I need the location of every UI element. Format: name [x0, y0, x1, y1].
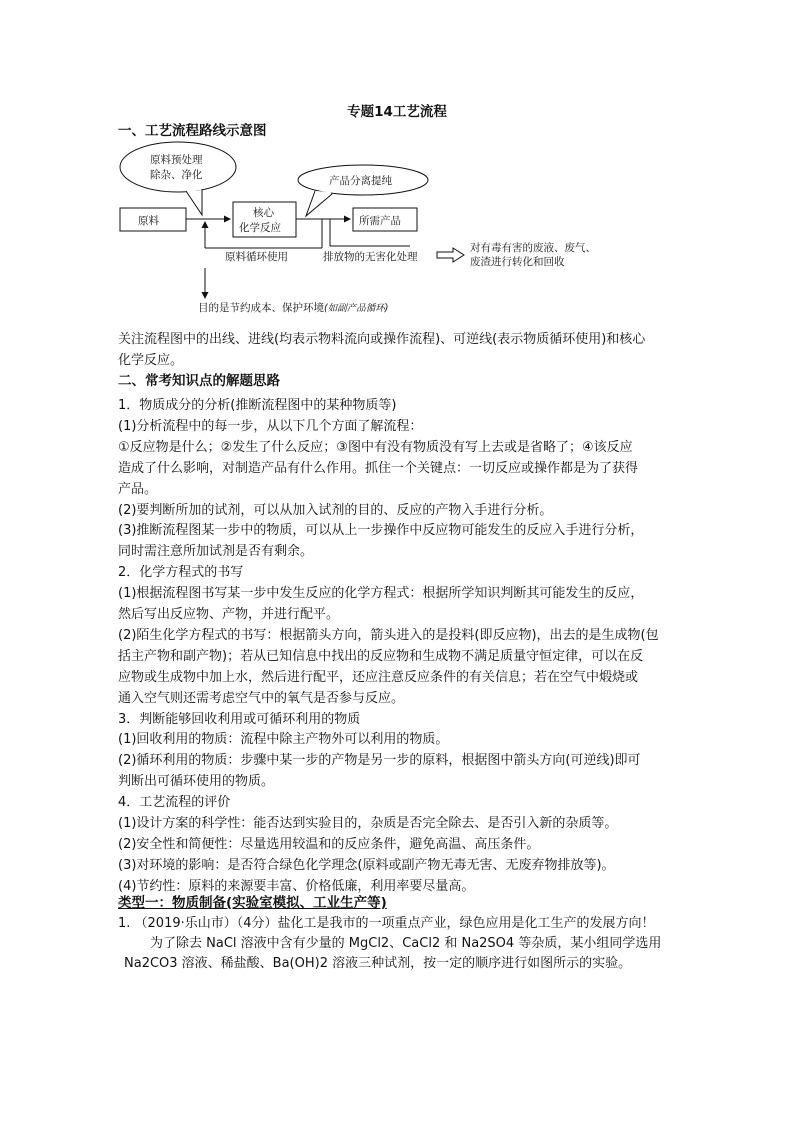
section1-heading: 一、工艺流程路线示意图 [118, 123, 267, 139]
body-line: ①反应物是什么；②发生了什么反应；③图中有没有物质没有写上去或是省略了；④该反应 [118, 439, 633, 455]
type1-heading [118, 891, 387, 911]
body-line: 判断出可循环使用的物质。 [118, 774, 275, 790]
note-line-2: 化学反应。 [118, 353, 184, 368]
body-line: 3．判断能够回收利用或可循环利用的物质 [118, 711, 361, 727]
body-line: (1)分析流程中的每一步，从以下几个方面了解流程： [118, 418, 423, 434]
body-line: (1)设计方案的科学性：能否达到实验目的，杂质是否完全除去、是否引入新的杂质等。 [118, 816, 618, 831]
body-line: (2)安全性和简便性：尽量选用较温和的反应条件，避免高温、高压条件。 [118, 836, 540, 852]
treatment-line1: 对有毒有害的废液、废气、 [470, 242, 596, 254]
core-reaction-line2: 化学反应 [239, 222, 281, 234]
body-line: 1．物质成分的分析(推断流程图中的某种物质等) [118, 398, 397, 413]
purpose-text [198, 301, 388, 314]
process-flow-diagram [110, 138, 630, 320]
cloud2-text: 产品分离提纯 [329, 175, 392, 187]
body-line: 括主产物和副产物)；若从已知信息中找出的反应物和生成物不满足质量守恒定律，可以在反 [118, 648, 644, 664]
body-line: (2)要判断所加的试剂，可以从加入试剂的目的、反应的产物入手进行分析。 [118, 502, 553, 518]
body-line: (4)节约性：原料的来源要丰富、价格低廉，利用率要尽量高。 [118, 878, 475, 894]
cloud1-line1: 原料预处理 [150, 154, 203, 166]
body-line: 2．化学方程式的书写 [118, 565, 244, 581]
body-line: 然后写出反应物、产物，并进行配平。 [118, 607, 340, 622]
recycle-label: 原料循环使用 [225, 251, 288, 263]
body-line: 应物或生成物中加上水，然后进行配平，还应注意反应条件的有关信息；若在空气中煅烧或 [118, 669, 639, 685]
body-line: (3)对环境的影响：是否符合绿色化学理念(原料或副产物无毒无害、无废弃物排放等)。 [118, 857, 615, 873]
page-title: 专题14工艺流程 [347, 104, 447, 120]
core-reaction-line1: 核心 [253, 207, 274, 219]
body-line: (2)循环利用的物质：步骤中某一步的产物是另一步的原料，根据图中箭头方向(可逆线)即可 [118, 753, 641, 769]
purpose-main: 目的是节约成本、保护环境 [198, 302, 324, 314]
treatment-line2: 废渣进行转化和回收 [470, 256, 565, 268]
body-line: 通入空气则还需考虑空气中的氧气是否参与反应。 [118, 690, 405, 706]
section2-heading: 二、常考知识点的解题思路 [118, 373, 280, 389]
body-line: (2)陌生化学方程式的书写：根据箭头方向，箭头进入的是投料(即反应物)，出去的是生成物(包 [118, 627, 659, 643]
body-line: (1)回收利用的物质：流程中除主产物外可以利用的物质。 [118, 732, 449, 748]
question1-line1: 1. （2019·乐山市）（4分）盐化工是我市的一项重点产业，绿色应用是化工生产的发展方向！ [118, 916, 655, 931]
pretreatment-cloud [120, 142, 236, 192]
body-line: 4．工艺流程的评价 [118, 795, 231, 811]
raw-material-label: 原料 [138, 215, 159, 227]
body-line: (3)推断流程图某一步中的物质，可以从上一步操作中反应物可能发生的反应入手进行分析， [118, 523, 644, 539]
question1-line2: 为了除去 NaCl 溶液中含有少量的 MgCl2、CaCl2 和 Na2SO4 等杂质，某小组同学选用 [150, 936, 662, 951]
body-line: (1)根据流程图书写某一步中发生反应的化学方程式：根据所学知识判断其可能发生的反应， [118, 586, 644, 602]
body-line: 同时需注意所加试剂是否有剩余。 [118, 544, 314, 560]
discharge-label: 排放物的无害化处理 [323, 251, 418, 263]
note-line-1: 关注流程图中的出线、进线(均表示物料流向或操作流程)、可逆线(表示物质循环使用)和核心 [118, 332, 646, 347]
purpose-note: (如副产品循环) [324, 303, 389, 314]
question1-line3: Na2CO3 溶液、稀盐酸、Ba(OH)2 溶液三种试剂，按一定的顺序进行如图所示的实验。 [124, 956, 632, 971]
body-line: 产品。 [118, 481, 158, 497]
cloud1-line2: 除杂、净化 [150, 169, 203, 181]
product-label: 所需产品 [359, 215, 401, 227]
type1-heading-text: 类型一：物质制备(实验室模拟、工业生产等) [118, 895, 387, 911]
body-line: 造成了什么影响，对制造产品有什么作用。抓住一个关键点：一切反应或操作都是为了获得 [118, 460, 639, 476]
